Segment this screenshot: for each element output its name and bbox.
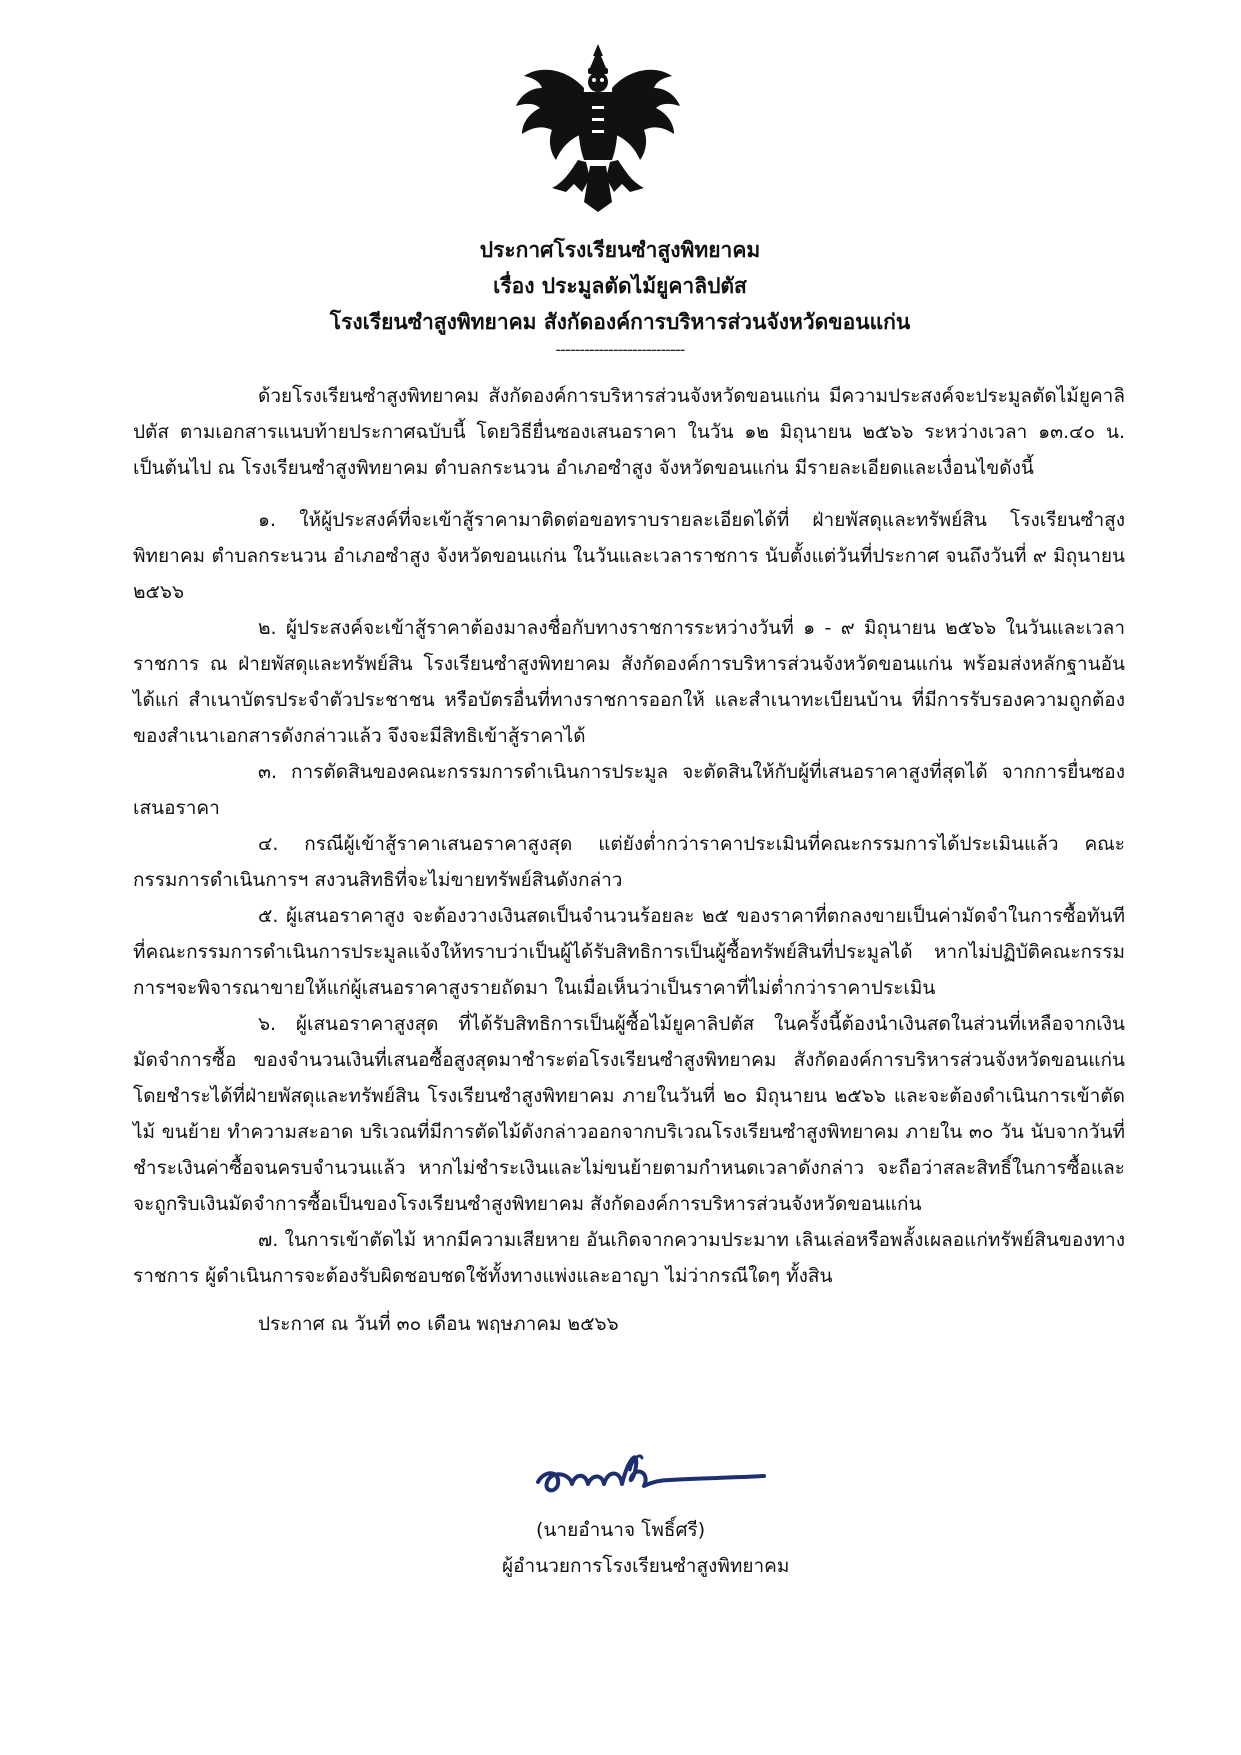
condition-item-5: ๕. ผู้เสนอราคาสูง จะต้องวางเงินสดเป็นจำนวนร้อยละ ๒๕ ของราคาที่ตกลงขายเป็นค่ามัดจำในการซื้อทันทีที่คณะกรรมการดำเนินการประมูลแจ้งให้ทราบว่าเป็นผู้ได้รับสิทธิการเป็นผู้ซื้อทรัพย์สินที่ประมูลได้ หากไม่ปฏิบัติคณะกรรมการฯจะพิจารณาขายให้แก่ผู้เสนอราคาสูงรายถัดมา ในเมื่อเห็นว่าเป็นราคาที่ไม่ต่ำกว่าราคาประเมิน xyxy=(133,905,1125,999)
condition-item-6: ๖. ผู้เสนอราคาสูงสุด ที่ได้รับสิทธิการเป็นผู้ซื้อไม้ยูคาลิปตัส ในครั้งนี้ต้องนำเงินสดในส่วนที่เหลือจากเงินมัดจำการซื้อ ของจำนวนเงินที่เสนอซื้อสูงสุดมาชำระต่อโรงเรียนซำสูงพิทยาคม สังกัดองค์การบริหารส่วนจังหวัดขอนแก่น โดยชำระได้ที่ฝ่ายพัสดุและทรัพย์สิน โรงเรียนซำสูงพิทยาคม ภายในวันที่ ๒๐ มิถุนายน ๒๕๖๖ และจะต้องดำเนินการเข้าตัดไม้ ขนย้าย ทำความสะอาด บริเวณที่มีการตัดไม้ดังกล่าวออกจากบริเวณโรงเรียนซำสูงพิทยาคม ภายใน ๓๐ วัน นับจากวันที่ชำระเงินค่าซื้อจนครบจำนวนแล้ว หากไม่ชำระเงินและไม่ขนย้ายตามกำหนดเวลาดังกล่าว จะถือว่าสละสิทธิ์ในการซื้อและจะถูกริบเงินมัดจำการซื้อเป็นของโรงเรียนซำสูงพิทยาคม สังกัดองค์การบริหารส่วนจังหวัดขอนแก่น xyxy=(133,1013,1125,1215)
condition-item-2: ๒. ผู้ประสงค์จะเข้าสู้ราคาต้องมาลงชื่อกับทางราชการระหว่างวันที่ ๑ - ๙ มิถุนายน ๒๕๖๖ ในวันและเวลาราชการ ณ ฝ่ายพัสดุและทรัพย์สิน โรงเรียนซำสูงพิทยาคม สังกัดองค์การบริหารส่วนจังหวัดขอนแก่น พร้อมส่งหลักฐานอันได้แก่ สำเนาบัตรประจำตัวประชาชน หรือบัตรอื่นที่ทางราชการออกให้ และสำเนาทะเบียนบ้าน ที่มีการรับรองความถูกต้องของสำเนาเอกสารดังกล่าวแล้ว จึงจะมีสิทธิเข้าสู้ราคาได้ xyxy=(133,617,1125,747)
condition-item-1: ๑. ให้ผู้ประสงค์ที่จะเข้าสู้ราคามาติดต่อขอทราบรายละเอียดได้ที่ ฝ่ายพัสดุและทรัพย์สิน โรงเรียนซำสูงพิทยาคม ตำบลกระนวน อำเภอซำสูง จังหวัดขอนแก่น ในวันและเวลาราชการ นับตั้งแต่วันที่ประกาศ จนถึงวันที่ ๙ มิถุนายน ๒๕๖๖ xyxy=(133,509,1125,603)
condition-item-4: ๔. กรณีผู้เข้าสู้ราคาเสนอราคาสูงสุด แต่ยังต่ำกว่าราคาประเมินที่คณะกรรมการได้ประเมินแล้ว คณะกรรมการดำเนินการฯ สงวนสิทธิที่จะไม่ขายทรัพย์สินดังกล่าว xyxy=(133,833,1125,891)
announcement-header xyxy=(230,232,1010,340)
announcement-title: ประกาศโรงเรียนซำสูงพิทยาคม xyxy=(479,238,761,262)
signatory-block xyxy=(450,1512,850,1584)
announcement-subject: เรื่อง ประมูลตัดไม้ยูคาลิปตัส xyxy=(493,274,747,298)
condition-item-3: ๓. การตัดสินของคณะกรรมการดำเนินการประมูล จะตัดสินให้กับผู้ที่เสนอราคาสูงที่สุดได้ จากการยื่นซองเสนอราคา xyxy=(133,761,1125,819)
signatory-title: ผู้อำนวยการโรงเรียนซำสูงพิทยาคม xyxy=(502,1555,790,1577)
announcement-body xyxy=(133,378,1125,1342)
garuda-emblem-icon xyxy=(512,42,684,214)
intro-paragraph: ด้วยโรงเรียนซำสูงพิทยาคม สังกัดองค์การบริหารส่วนจังหวัดขอนแก่น มีความประสงค์จะประมูลตัดไม้ยูคาลิปตัส ตามเอกสารแนบท้ายประกาศฉบับนี้ โดยวิธียื่นซองเสนอราคา ในวัน ๑๒ มิถุนายน ๒๕๖๖ ระหว่างเวลา ๑๓.๔๐ น. เป็นต้นไป ณ โรงเรียนซำสูงพิทยาคม ตำบลกระนวน อำเภอซำสูง จังหวัดขอนแก่น มีรายละเอียดและเงื่อนไขดังนี้ xyxy=(133,385,1125,479)
condition-item-7: ๗. ในการเข้าตัดไม้ หากมีความเสียหาย อันเกิดจากความประมาท เลินเล่อหรือพลั้งเผลอแก่ทรัพย์สินของทางราชการ ผู้ดำเนินการจะต้องรับผิดชอบชดใช้ทั้งทางแพ่งและอาญา ไม่ว่ากรณีใดๆ ทั้งสิน xyxy=(133,1229,1125,1287)
signatory-name: (นายอำนาจ โพธิ์ศรี) xyxy=(536,1519,706,1541)
announcement-dateline: ประกาศ ณ วันที่ ๓๐ เดือน พฤษภาคม ๒๕๖๖ xyxy=(258,1313,619,1335)
signature-icon xyxy=(530,1440,770,1510)
header-separator: --------------------------- xyxy=(555,340,685,359)
announcement-organization: โรงเรียนซำสูงพิทยาคม สังกัดองค์การบริหารส่วนจังหวัดขอนแก่น xyxy=(329,310,911,334)
